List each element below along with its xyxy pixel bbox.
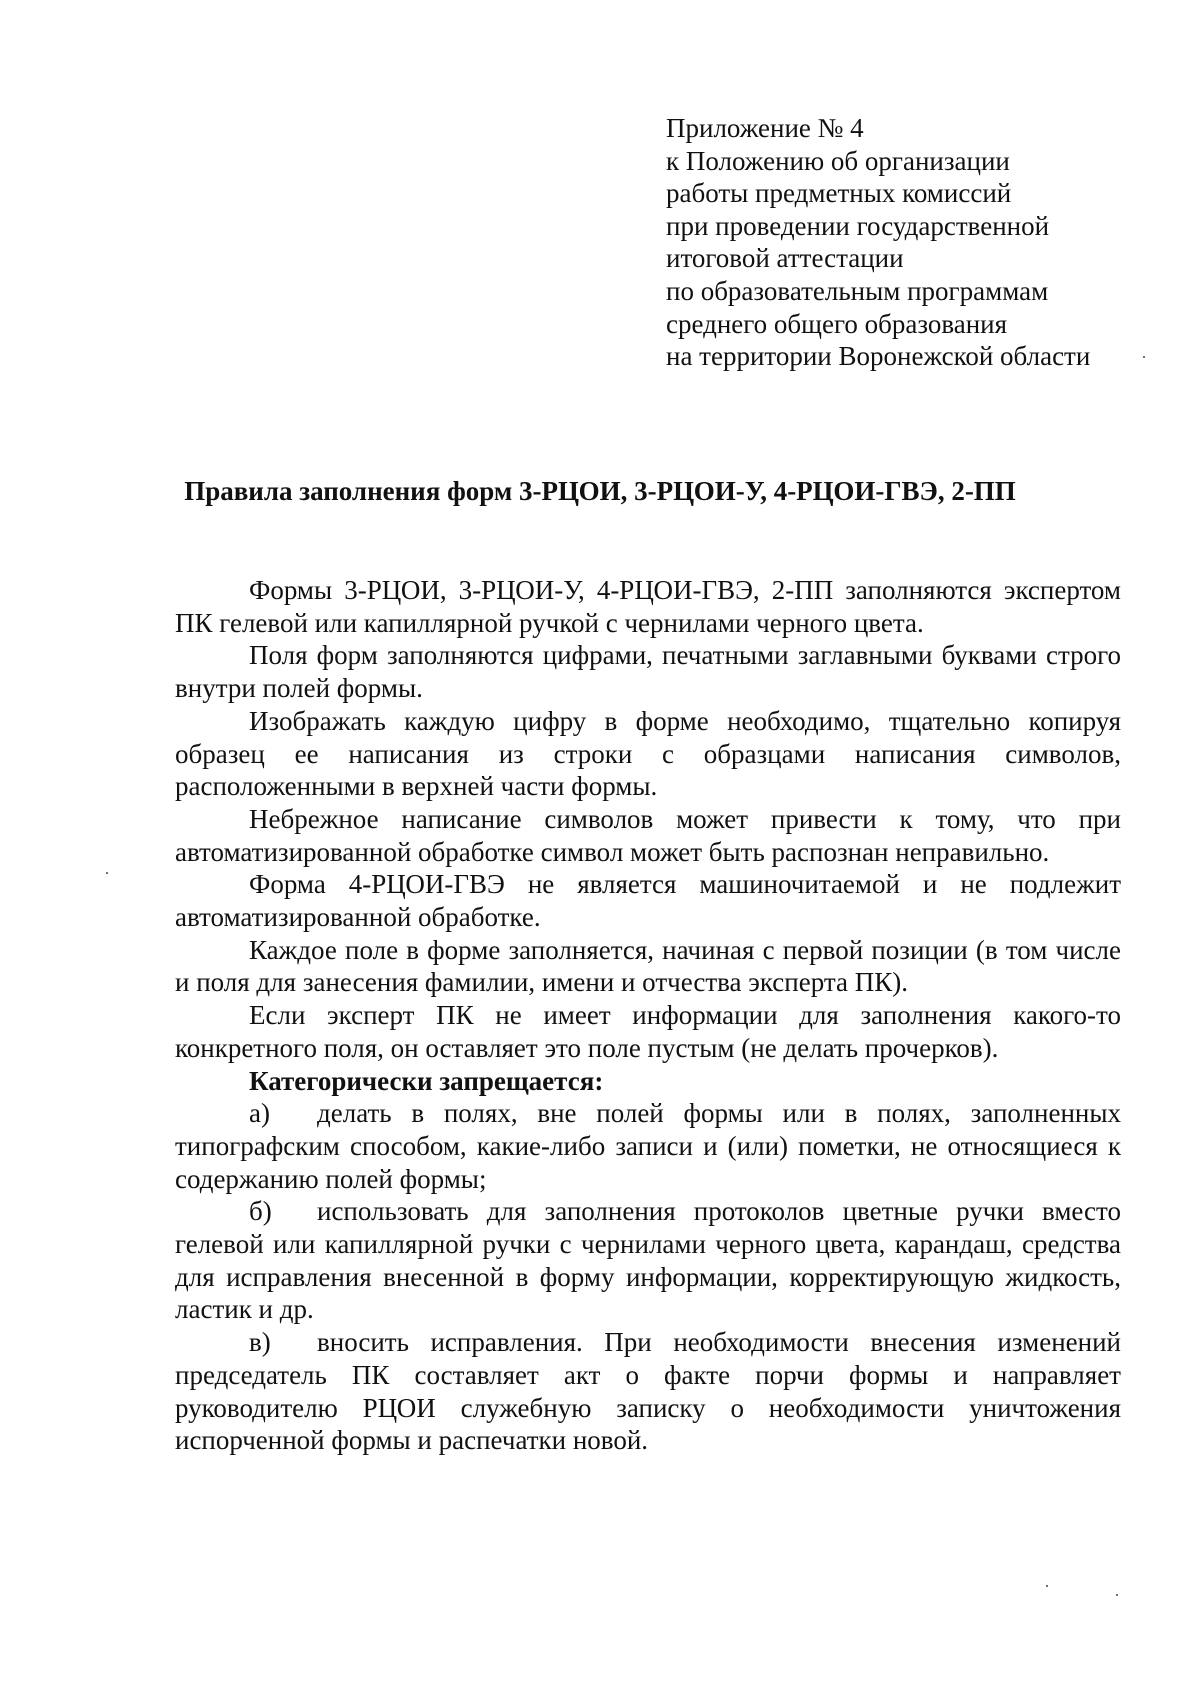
appendix-line: при проведении государственной: [666, 210, 1050, 241]
paragraph: Каждое поле в форме заполняется, начиная с первой позиции (в том числе и поля для занесения фамилии, имени и отчества эксперта ПК).: [175, 934, 1121, 998]
item-text: использовать для заполнения протоколов цветные ручки вместо гелевой или капиллярной ручки с чернилами черного цвета, карандаш, средства для исправления внесенной в форму информации, корректирующую жидкость, ластик и др.: [175, 1196, 1121, 1325]
item-marker: б): [249, 1196, 272, 1227]
prohibited-heading: Категорически запрещается:: [249, 1065, 604, 1096]
item-text: вносить исправления. При необходимости внесения изменений председатель ПК составляет акт о факте порчи формы и направляет руководителю РЦОИ служебную записку о необходимости уничтожения испорченной формы и распечатки новой.: [175, 1327, 1121, 1456]
paragraph: Если эксперт ПК не имеет информации для заполнения какого-то конкретного поля, он оставляет это поле пустым (не делать прочерков).: [175, 1000, 1121, 1063]
appendix-line: Приложение № 4: [666, 113, 864, 143]
item-text: делать в полях, вне полей формы или в полях, заполненных типографским способом, какие-либо записи и (или) пометки, не относящиеся к содержанию полей формы;: [175, 1098, 1121, 1194]
paragraph: Поля форм заполняются цифрами, печатными заглавными буквами строго внутри полей формы.: [175, 640, 1121, 704]
document-body: [175, 574, 1121, 1457]
prohibited-item: [175, 1326, 1121, 1457]
paragraph: Форма 4-РЦОИ-ГВЭ не является машиночитаемой и не подлежит автоматизированной обработке.: [175, 869, 1121, 933]
prohibited-item: [175, 1195, 1121, 1326]
scan-speck: [1046, 1585, 1048, 1587]
appendix-line: работы предметных комиссий: [666, 178, 1012, 209]
paragraph: Изображать каждую цифру в форме необходимо, тщательно копируя образец ее написания из строки с образцами написания символов, расположенными в верхней части формы.: [175, 705, 1121, 802]
appendix-line: итоговой аттестации: [666, 243, 904, 274]
item-marker: в): [249, 1327, 271, 1358]
prohibited-item: [175, 1097, 1121, 1195]
appendix-line: среднего общего образования: [666, 308, 1008, 339]
appendix-line: на территории Воронежской области: [666, 341, 1091, 372]
paragraph: Небрежное написание символов может привести к тому, что при автоматизированной обработке символ может быть распознан неправильно.: [175, 803, 1121, 867]
document-title: Правила заполнения форм 3-РЦОИ, 3-РЦОИ-У, 4-РЦОИ-ГВЭ, 2-ПП: [184, 476, 1016, 506]
paragraph: Формы 3-РЦОИ, 3-РЦОИ-У, 4-РЦОИ-ГВЭ, 2-ПП заполняются экспертом ПК гелевой или капиллярной ручкой с чернилами черного цвета.: [175, 575, 1121, 638]
appendix-line: к Положению об организации: [666, 145, 1010, 176]
appendix-note: [666, 112, 1146, 373]
appendix-line: по образовательным программам: [666, 275, 1049, 306]
scan-speck: [1143, 356, 1145, 358]
scan-speck: [1116, 1594, 1118, 1596]
item-marker: а): [249, 1098, 270, 1129]
scan-speck: [106, 872, 108, 874]
